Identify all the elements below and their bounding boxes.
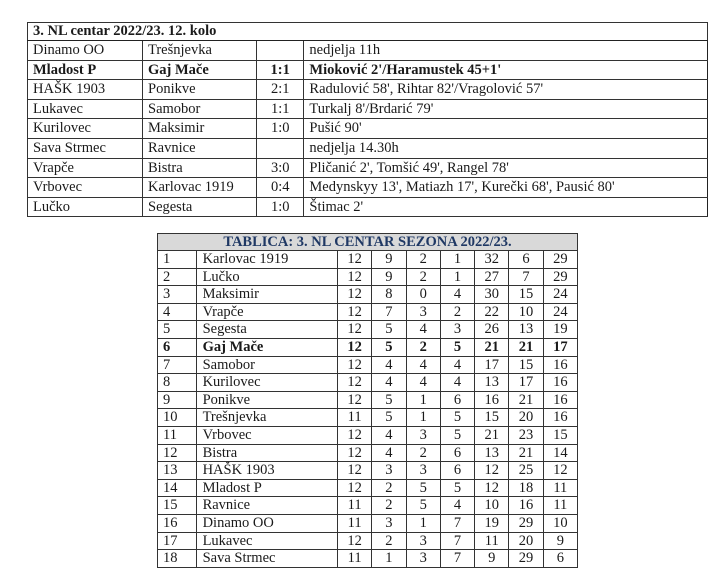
played: 12 bbox=[337, 251, 371, 269]
won: 4 bbox=[372, 356, 406, 374]
match-score bbox=[257, 138, 304, 158]
match-row bbox=[28, 80, 708, 100]
goals-against: 21 bbox=[509, 444, 543, 462]
lost: 4 bbox=[440, 356, 474, 374]
drawn: 2 bbox=[406, 268, 440, 286]
goals-against: 15 bbox=[509, 356, 543, 374]
match-row bbox=[28, 60, 708, 80]
team-name: Lučko bbox=[196, 268, 337, 286]
position: 9 bbox=[158, 391, 197, 409]
standings-header bbox=[158, 234, 578, 251]
position: 11 bbox=[158, 426, 197, 444]
standings-body bbox=[158, 234, 578, 568]
lost: 2 bbox=[440, 303, 474, 321]
won: 5 bbox=[372, 338, 406, 356]
goals-against: 21 bbox=[509, 391, 543, 409]
won: 7 bbox=[372, 303, 406, 321]
lost: 7 bbox=[440, 550, 474, 568]
points: 11 bbox=[543, 497, 577, 515]
standings-row bbox=[158, 374, 578, 392]
played: 12 bbox=[337, 268, 371, 286]
won: 5 bbox=[372, 409, 406, 427]
position: 14 bbox=[158, 479, 197, 497]
match-info: Štimac 2' bbox=[304, 197, 708, 217]
standings-row bbox=[158, 409, 578, 427]
lost: 5 bbox=[440, 338, 474, 356]
lost: 4 bbox=[440, 497, 474, 515]
round-results-header bbox=[28, 23, 708, 41]
home-team: Mladost P bbox=[28, 60, 143, 80]
match-info: Mioković 2'/Haramustek 45+1' bbox=[304, 60, 708, 80]
home-team: Sava Strmec bbox=[28, 138, 143, 158]
team-name: Gaj Mače bbox=[196, 338, 337, 356]
won: 4 bbox=[372, 374, 406, 392]
goals-against: 10 bbox=[509, 303, 543, 321]
away-team: Bistra bbox=[143, 158, 257, 178]
won: 4 bbox=[372, 426, 406, 444]
match-score bbox=[257, 41, 304, 61]
played: 12 bbox=[337, 356, 371, 374]
points: 16 bbox=[543, 356, 577, 374]
round-results-table bbox=[27, 22, 708, 217]
drawn: 3 bbox=[406, 426, 440, 444]
team-name: Sava Strmec bbox=[196, 550, 337, 568]
won: 8 bbox=[372, 286, 406, 304]
played: 11 bbox=[337, 409, 371, 427]
goals-against: 7 bbox=[509, 268, 543, 286]
home-team: HAŠK 1903 bbox=[28, 80, 143, 100]
goals-against: 23 bbox=[509, 426, 543, 444]
away-team: Ravnice bbox=[143, 138, 257, 158]
team-name: HAŠK 1903 bbox=[196, 462, 337, 480]
position: 1 bbox=[158, 251, 197, 269]
lost: 6 bbox=[440, 391, 474, 409]
match-score: 1:0 bbox=[257, 119, 304, 139]
away-team: Gaj Mače bbox=[143, 60, 257, 80]
goals-for: 22 bbox=[475, 303, 509, 321]
goals-for: 21 bbox=[475, 426, 509, 444]
standings-row bbox=[158, 251, 578, 269]
points: 16 bbox=[543, 409, 577, 427]
standings-row bbox=[158, 338, 578, 356]
position: 16 bbox=[158, 514, 197, 532]
goals-for: 27 bbox=[475, 268, 509, 286]
position: 3 bbox=[158, 286, 197, 304]
goals-for: 11 bbox=[475, 532, 509, 550]
position: 17 bbox=[158, 532, 197, 550]
position: 15 bbox=[158, 497, 197, 515]
match-score: 1:1 bbox=[257, 60, 304, 80]
won: 3 bbox=[372, 514, 406, 532]
round-results-body bbox=[28, 23, 708, 217]
lost: 5 bbox=[440, 426, 474, 444]
match-info: Medynskyy 13', Matiazh 17', Kurečki 68', Pausić 80' bbox=[304, 178, 708, 198]
team-name: Mladost P bbox=[196, 479, 337, 497]
home-team: Lukavec bbox=[28, 99, 143, 119]
won: 3 bbox=[372, 462, 406, 480]
goals-for: 13 bbox=[475, 444, 509, 462]
goals-against: 13 bbox=[509, 321, 543, 339]
away-team: Samobor bbox=[143, 99, 257, 119]
points: 29 bbox=[543, 251, 577, 269]
drawn: 2 bbox=[406, 444, 440, 462]
won: 4 bbox=[372, 444, 406, 462]
away-team: Segesta bbox=[143, 197, 257, 217]
drawn: 2 bbox=[406, 251, 440, 269]
standings-row bbox=[158, 426, 578, 444]
lost: 4 bbox=[440, 286, 474, 304]
won: 1 bbox=[372, 550, 406, 568]
goals-for: 26 bbox=[475, 321, 509, 339]
drawn: 1 bbox=[406, 514, 440, 532]
drawn: 1 bbox=[406, 409, 440, 427]
drawn: 2 bbox=[406, 338, 440, 356]
team-name: Lukavec bbox=[196, 532, 337, 550]
goals-for: 10 bbox=[475, 497, 509, 515]
points: 16 bbox=[543, 374, 577, 392]
home-team: Dinamo OO bbox=[28, 41, 143, 61]
won: 5 bbox=[372, 321, 406, 339]
lost: 6 bbox=[440, 462, 474, 480]
played: 12 bbox=[337, 321, 371, 339]
lost: 1 bbox=[440, 268, 474, 286]
standings-row bbox=[158, 268, 578, 286]
position: 4 bbox=[158, 303, 197, 321]
played: 12 bbox=[337, 444, 371, 462]
match-score: 3:0 bbox=[257, 158, 304, 178]
match-row bbox=[28, 178, 708, 198]
standings-row bbox=[158, 497, 578, 515]
played: 12 bbox=[337, 462, 371, 480]
team-name: Karlovac 1919 bbox=[196, 251, 337, 269]
drawn: 3 bbox=[406, 303, 440, 321]
match-score: 0:4 bbox=[257, 178, 304, 198]
position: 2 bbox=[158, 268, 197, 286]
standings-row bbox=[158, 303, 578, 321]
team-name: Vrbovec bbox=[196, 426, 337, 444]
position: 10 bbox=[158, 409, 197, 427]
points: 29 bbox=[543, 268, 577, 286]
drawn: 5 bbox=[406, 497, 440, 515]
won: 2 bbox=[372, 497, 406, 515]
goals-for: 12 bbox=[475, 462, 509, 480]
lost: 3 bbox=[440, 321, 474, 339]
goals-against: 20 bbox=[509, 409, 543, 427]
goals-for: 19 bbox=[475, 514, 509, 532]
drawn: 3 bbox=[406, 550, 440, 568]
played: 12 bbox=[337, 338, 371, 356]
standings-title: TABLICA: 3. NL CENTAR SEZONA 2022/23. bbox=[158, 234, 578, 251]
goals-against: 29 bbox=[509, 550, 543, 568]
goals-against: 18 bbox=[509, 479, 543, 497]
standings-row bbox=[158, 391, 578, 409]
match-info: Pličanić 2', Tomšić 49', Rangel 78' bbox=[304, 158, 708, 178]
lost: 4 bbox=[440, 374, 474, 392]
goals-against: 21 bbox=[509, 338, 543, 356]
standings-table bbox=[157, 233, 578, 568]
won: 2 bbox=[372, 479, 406, 497]
match-score: 1:0 bbox=[257, 197, 304, 217]
home-team: Vrapče bbox=[28, 158, 143, 178]
lost: 7 bbox=[440, 514, 474, 532]
standings-row bbox=[158, 479, 578, 497]
position: 6 bbox=[158, 338, 197, 356]
points: 16 bbox=[543, 391, 577, 409]
points: 10 bbox=[543, 514, 577, 532]
position: 18 bbox=[158, 550, 197, 568]
team-name: Vrapče bbox=[196, 303, 337, 321]
points: 24 bbox=[543, 303, 577, 321]
drawn: 0 bbox=[406, 286, 440, 304]
match-row bbox=[28, 158, 708, 178]
drawn: 3 bbox=[406, 532, 440, 550]
team-name: Maksimir bbox=[196, 286, 337, 304]
goals-for: 15 bbox=[475, 409, 509, 427]
match-info: nedjelja 11h bbox=[304, 41, 708, 61]
goals-against: 29 bbox=[509, 514, 543, 532]
goals-for: 32 bbox=[475, 251, 509, 269]
played: 11 bbox=[337, 550, 371, 568]
drawn: 4 bbox=[406, 356, 440, 374]
points: 17 bbox=[543, 338, 577, 356]
goals-for: 21 bbox=[475, 338, 509, 356]
standings-row bbox=[158, 514, 578, 532]
team-name: Samobor bbox=[196, 356, 337, 374]
home-team: Kurilovec bbox=[28, 119, 143, 139]
points: 12 bbox=[543, 462, 577, 480]
goals-against: 20 bbox=[509, 532, 543, 550]
home-team: Vrbovec bbox=[28, 178, 143, 198]
team-name: Bistra bbox=[196, 444, 337, 462]
won: 5 bbox=[372, 391, 406, 409]
won: 9 bbox=[372, 268, 406, 286]
match-row bbox=[28, 138, 708, 158]
match-info: Pušić 90' bbox=[304, 119, 708, 139]
won: 9 bbox=[372, 251, 406, 269]
drawn: 3 bbox=[406, 462, 440, 480]
position: 12 bbox=[158, 444, 197, 462]
played: 12 bbox=[337, 391, 371, 409]
standings-row bbox=[158, 462, 578, 480]
lost: 1 bbox=[440, 251, 474, 269]
match-row bbox=[28, 119, 708, 139]
played: 12 bbox=[337, 286, 371, 304]
away-team: Trešnjevka bbox=[143, 41, 257, 61]
goals-for: 30 bbox=[475, 286, 509, 304]
goals-for: 12 bbox=[475, 479, 509, 497]
team-name: Kurilovec bbox=[196, 374, 337, 392]
played: 11 bbox=[337, 514, 371, 532]
standings-row bbox=[158, 550, 578, 568]
drawn: 1 bbox=[406, 391, 440, 409]
lost: 7 bbox=[440, 532, 474, 550]
away-team: Maksimir bbox=[143, 119, 257, 139]
played: 12 bbox=[337, 374, 371, 392]
position: 8 bbox=[158, 374, 197, 392]
match-info: Radulović 58', Rihtar 82'/Vragolović 57' bbox=[304, 80, 708, 100]
points: 6 bbox=[543, 550, 577, 568]
away-team: Ponikve bbox=[143, 80, 257, 100]
points: 19 bbox=[543, 321, 577, 339]
standings-row bbox=[158, 321, 578, 339]
position: 7 bbox=[158, 356, 197, 374]
goals-for: 9 bbox=[475, 550, 509, 568]
lost: 5 bbox=[440, 409, 474, 427]
goals-against: 6 bbox=[509, 251, 543, 269]
points: 11 bbox=[543, 479, 577, 497]
team-name: Trešnjevka bbox=[196, 409, 337, 427]
match-score: 2:1 bbox=[257, 80, 304, 100]
home-team: Lučko bbox=[28, 197, 143, 217]
position: 13 bbox=[158, 462, 197, 480]
standings-row bbox=[158, 444, 578, 462]
goals-against: 25 bbox=[509, 462, 543, 480]
drawn: 4 bbox=[406, 321, 440, 339]
match-info: Turkalj 8'/Brdarić 79' bbox=[304, 99, 708, 119]
drawn: 5 bbox=[406, 479, 440, 497]
position: 5 bbox=[158, 321, 197, 339]
match-score: 1:1 bbox=[257, 99, 304, 119]
away-team: Karlovac 1919 bbox=[143, 178, 257, 198]
points: 14 bbox=[543, 444, 577, 462]
team-name: Ponikve bbox=[196, 391, 337, 409]
match-row bbox=[28, 99, 708, 119]
lost: 5 bbox=[440, 479, 474, 497]
drawn: 4 bbox=[406, 374, 440, 392]
played: 12 bbox=[337, 532, 371, 550]
team-name: Dinamo OO bbox=[196, 514, 337, 532]
points: 15 bbox=[543, 426, 577, 444]
played: 11 bbox=[337, 497, 371, 515]
goals-for: 16 bbox=[475, 391, 509, 409]
round-title: 3. NL centar 2022/23. 12. kolo bbox=[28, 23, 708, 41]
goals-against: 15 bbox=[509, 286, 543, 304]
match-row bbox=[28, 197, 708, 217]
played: 12 bbox=[337, 426, 371, 444]
played: 12 bbox=[337, 303, 371, 321]
team-name: Ravnice bbox=[196, 497, 337, 515]
match-info: nedjelja 14.30h bbox=[304, 138, 708, 158]
standings-row bbox=[158, 286, 578, 304]
played: 12 bbox=[337, 479, 371, 497]
points: 9 bbox=[543, 532, 577, 550]
standings-row bbox=[158, 356, 578, 374]
team-name: Segesta bbox=[196, 321, 337, 339]
points: 24 bbox=[543, 286, 577, 304]
match-row bbox=[28, 41, 708, 61]
goals-against: 17 bbox=[509, 374, 543, 392]
goals-for: 17 bbox=[475, 356, 509, 374]
lost: 6 bbox=[440, 444, 474, 462]
won: 2 bbox=[372, 532, 406, 550]
goals-for: 13 bbox=[475, 374, 509, 392]
standings-row bbox=[158, 532, 578, 550]
goals-against: 16 bbox=[509, 497, 543, 515]
